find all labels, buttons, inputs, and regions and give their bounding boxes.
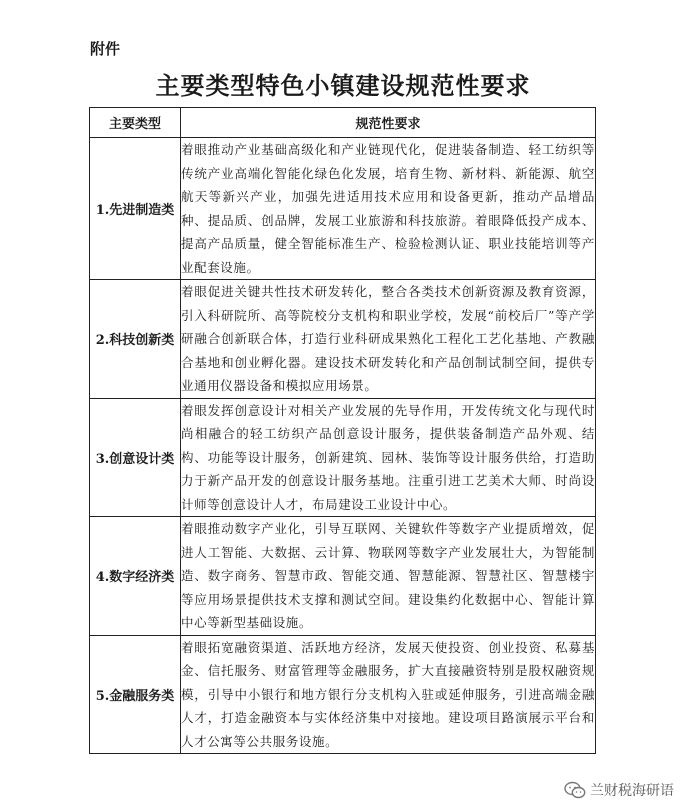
row-requirement: 着眼拓宽融资渠道、活跃地方经济，发展天使投资、创业投资、私募基金、信托服务、财富管理等金融服务，扩大直接融资特别是股权融资规模，引导中小银行和地方银行分支机构入驻或延伸服务，引进高端金融人才，打造金融资本与实体经济集中对接地。建设项目路演展示平台和人才公寓等公共服务设施。 [181, 635, 596, 754]
wechat-icon [564, 781, 586, 799]
row-requirement: 着眼发挥创意设计对相关产业发展的先导作用，开发传统文化与现代时尚相融合的轻工纺织产品创意设计服务，提供装备制造产品外观、结构、功能等设计服务，创新建筑、园林、装饰等设计服务供给，打造助力于新产品开发的创意设计服务基地。注重引进工艺美术大师、时尚设计师等创意设计人才，布局建设工业设计中心。 [181, 398, 596, 517]
row-requirement: 着眼促进关键共性技术研发转化，整合各类技术创新资源及教育资源，引入科研院所、高等院校分支机构和职业学校，发展“前校后厂”等产学研融合创新联合体，打造行业科研成果熟化工程化工艺化基地、产教融合基地和创业孵化器。建设技术研发转化和产品创制试制空间，提供专业通用仪器设备和模拟应用场景。 [181, 280, 596, 399]
table-row [90, 138, 596, 280]
table-row [90, 398, 596, 517]
row-type: 5.金融服务类 [90, 635, 181, 754]
requirements-table [89, 107, 596, 754]
row-type: 3.创意设计类 [90, 398, 181, 517]
watermark-text: 兰财税海研语 [590, 783, 674, 799]
page-title: 主要类型特色小镇建设规范性要求 [155, 72, 531, 100]
row-requirement: 着眼推动数字产业化，引导互联网、关键软件等数字产业提质增效，促进人工智能、大数据、云计算、物联网等数字产业发展壮大，为智能制造、数字商务、智慧市政、智能交通、智慧能源、智慧社区、智慧楼宇等应用场景提供技术支撑和测试空间。建设集约化数据中心、智能计算中心等新型基础设施。 [181, 517, 596, 636]
table-header-row [90, 108, 596, 138]
row-type: 4.数字经济类 [90, 517, 181, 636]
attachment-label: 附件 [90, 40, 121, 58]
table-row [90, 280, 596, 399]
watermark [564, 780, 674, 800]
row-type: 1.先进制造类 [90, 138, 181, 280]
table-row [90, 517, 596, 636]
header-requirement: 规范性要求 [181, 108, 596, 138]
header-type: 主要类型 [90, 108, 181, 138]
row-type: 2.科技创新类 [90, 280, 181, 399]
row-requirement: 着眼推动产业基础高级化和产业链现代化，促进装备制造、轻工纺织等传统产业高端化智能化绿色化发展，培育生物、新材料、新能源、航空航天等新兴产业，加强先进适用技术应用和设备更新，推动产品增品种、提品质、创品牌，发展工业旅游和科技旅游。着眼降低投产成本、提高产品质量，健全智能标准生产、检验检测认证、职业技能培训等产业配套设施。 [181, 138, 596, 280]
table-row [90, 635, 596, 754]
